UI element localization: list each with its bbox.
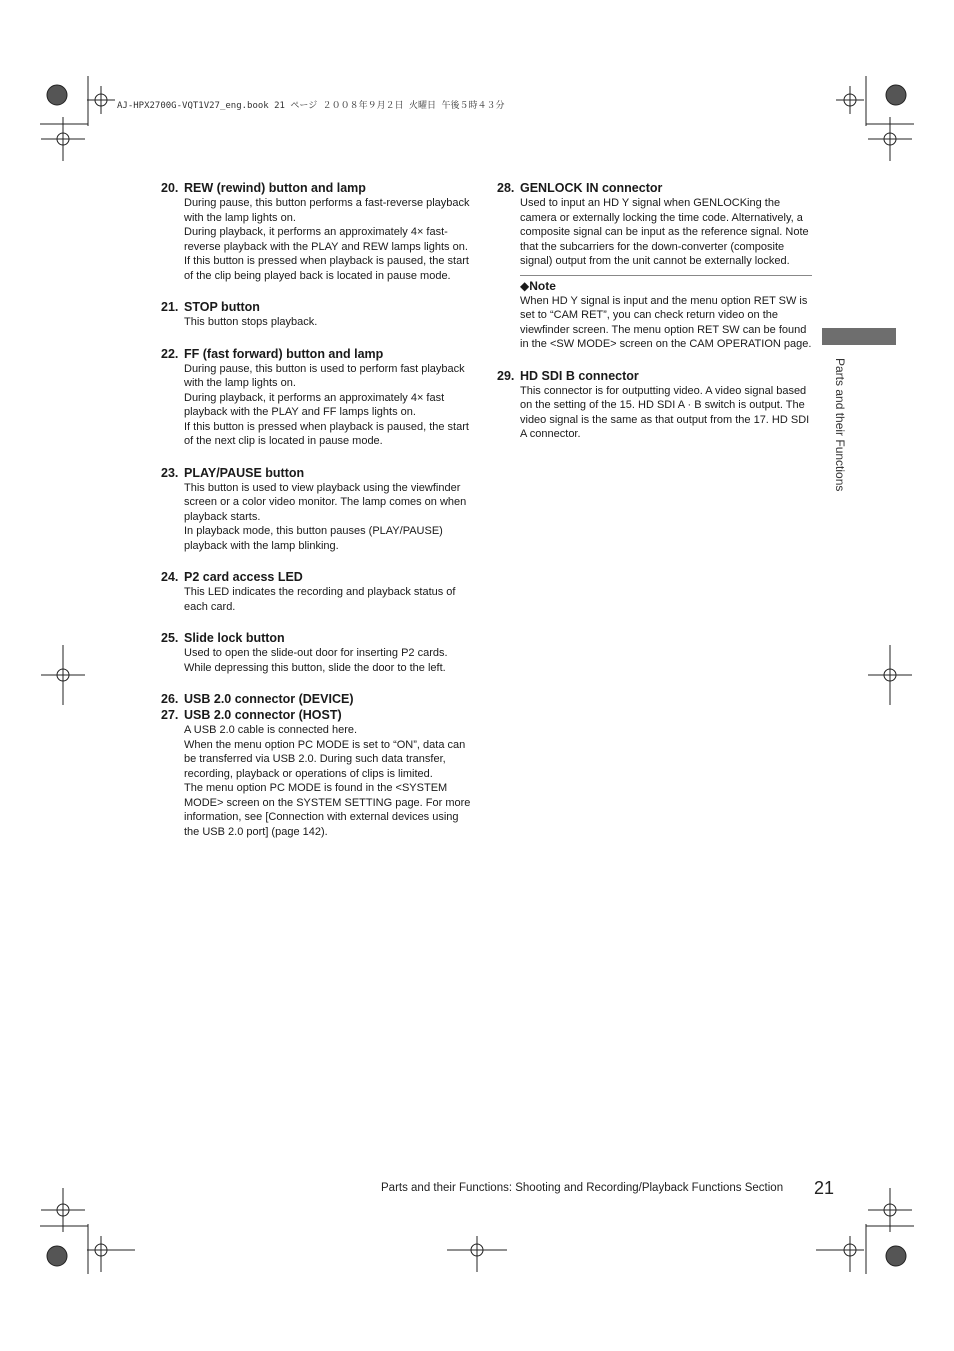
item-title: 22. FF (fast forward) button and lamp — [161, 346, 384, 361]
item-title-host: 27. USB 2.0 connector (HOST) — [161, 708, 342, 722]
item-title-device: 26. USB 2.0 connector (DEVICE) — [161, 692, 354, 706]
left-column — [161, 180, 476, 855]
item-genlock-in — [497, 180, 812, 269]
item-title: 25. Slide lock button — [161, 631, 285, 645]
item-rew-button — [161, 180, 476, 283]
item-body: Used to open the slide-out door for inserting P2 cards. While depressing this button, slide the door to the left. — [184, 647, 448, 674]
section-side-label: Parts and their Functions — [833, 358, 847, 492]
item-body: Used to input an HD Y signal when GENLOCKing the camera or externally locking the time code. Alternatively, a composite signal can be input as the reference signal. Note that the subcarriers for the down-converter (composite signal) output from the unit cannot be externally locked. — [520, 197, 809, 267]
item-play-pause-button — [161, 465, 476, 554]
footer-section-title: Parts and their Functions: Shooting and Recording/Playback Functions Section — [381, 1182, 784, 1194]
note-title: ◆Note — [520, 278, 556, 293]
item-body: During pause, this button is used to perform fast playback with the lamp lights on. During playback, it performs an approximately 4× fast playback with the PLAY and FF lamps lights on. If this button is pressed when playback is paused, the start of the next clip is located in pause mode. — [184, 362, 469, 447]
item-body: During pause, this button performs a fast-reverse playback with the lamp lights on. During playback, it performs an approximately 4× fast-reverse playback with the PLAY and REW lamps lights on. If this button is pressed when playback is paused, the start of the clip being played back is located in pause mode. — [184, 197, 470, 282]
item-title: 29. HD SDI B connector — [497, 368, 639, 383]
item-title: 28. GENLOCK IN connector — [497, 181, 663, 195]
right-column — [497, 180, 812, 458]
note-body: When HD Y signal is input and the menu option RET SW is set to “CAM RET”, you can check return video on the viewfinder screen. The menu option RET SW can be found in the <SW MODE> screen on the CAM OPERATION page. — [520, 294, 812, 350]
item-body: This connector is for outputting video. A video signal based on the setting of the 15. HD SDI A · B switch is output. The video signal is the same as that output from the 17. HD SDI A connector. — [520, 384, 810, 440]
item-usb-connectors — [161, 691, 476, 839]
item-title: 20. REW (rewind) button and lamp — [161, 181, 366, 195]
item-body: This button is used to view playback using the viewfinder screen or a color video monitor. The lamp comes on when playback starts. In playback mode, this button pauses (PLAY/PAUSE) playback with the lamp blinking. — [184, 481, 467, 552]
book-file-info: AJ-HPX2700G-VQT1V27_eng.book 21 ページ ２００８年９月２日 火曜日 午後５時４３分 — [117, 101, 505, 111]
item-body: This LED indicates the recording and playback status of each card. — [184, 586, 456, 613]
page-number: 21 — [814, 1178, 835, 1198]
item-hd-sdi-b — [497, 368, 812, 442]
item-p2-card-led — [161, 569, 476, 614]
item-title: 24. P2 card access LED — [161, 570, 303, 584]
item-stop-button — [161, 299, 476, 330]
item-body: A USB 2.0 cable is connected here. When the menu option PC MODE is set to “ON”, data can be transferred via USB 2.0. During such data transfer, recording, playback or operations of clips is limited. The menu option PC MODE is found in the <SYSTEM MODE> screen on the SYSTEM SETTING page. For more information, see [Connection with external devices using the USB 2.0 port] (page 142). — [184, 724, 471, 838]
section-tab — [822, 328, 896, 345]
item-body: This button stops playback. — [184, 316, 318, 328]
item-ff-button — [161, 346, 476, 449]
item-title: 21. STOP button — [161, 300, 260, 314]
item-title: 23. PLAY/PAUSE button — [161, 465, 305, 480]
item-slide-lock-button — [161, 630, 476, 675]
note-box — [520, 275, 812, 352]
